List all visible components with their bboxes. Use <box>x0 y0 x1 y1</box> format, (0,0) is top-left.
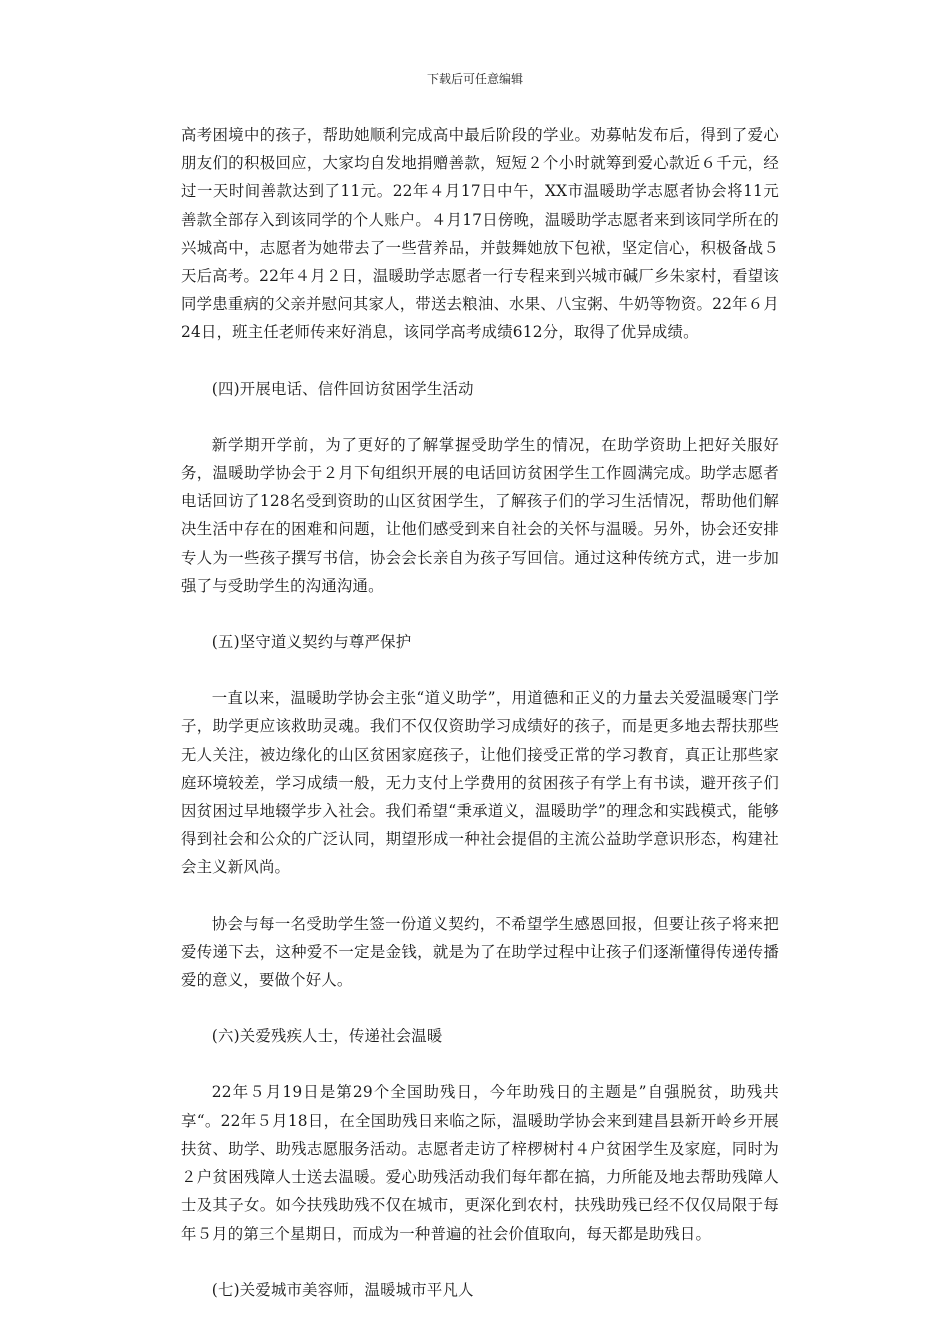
section-heading: (七)关爱城市美容师，温暖城市平凡人 <box>211 1280 474 1299</box>
section-heading: (六)关爱残疾人士，传递社会温暖 <box>211 1027 443 1046</box>
paragraph: 一直以来，温暖助学协会主张“道义助学”，用道德和正义的力量去关爱温暖寒门学子，助学更应该救助灵魂。我们不仅仅资助学习成绩好的孩子，而是更多地去帮扶那些无人关注，被边缘化的山区贫困家庭孩子，让他们接受正常的学习教育，真正让那些家庭环境较差，学习成绩一般，无力支付上学费用的贫困孩子有学上有书读，避开孩子们因贫困过早地辍学步入社会。我们希望“秉承道义，温暖助学”的理念和实践模式，能够得到社会和公众的广泛认同，期望形成一种社会提倡的主流公益助学意识形态，构建社会主义新风尚。 <box>181 689 779 877</box>
download-note: 下载后可任意编辑 <box>426 72 523 86</box>
section-heading: (五)坚守道义契约与尊严保护 <box>211 633 412 652</box>
paragraph: 新学期开学前，为了更好的了解掌握受助学生的情况，在助学资助上把好关服好务，温暖助学协会于２月下旬组织开展的电话回访贫困学生工作圆满完成。助学志愿者电话回访了128名受到资助的山区贫困学生，了解孩子们的学习生活情况，帮助他们解决生活中存在的困难和问题，让他们感受到来自社会的关怀与温暖。另外，协会还安排专人为一些孩子撰写书信，协会会长亲自为孩子写回信。通过这种传统方式，进一步加强了与受助学生的沟通沟通。 <box>181 435 779 595</box>
paragraph: 协会与每一名受助学生签一份道义契约，不希望学生感恩回报，但要让孩子将来把爱传递下去，这种爱不一定是金钱，就是为了在助学过程中让孩子们逐渐懂得传递传播爱的意义，要做个好人。 <box>181 914 779 990</box>
paragraph: 高考困境中的孩子，帮助她顺利完成高中最后阶段的学业。劝募帖发布后，得到了爱心朋友们的积极回应，大家均自发地捐赠善款，短短２个小时就筹到爱心款近６千元，经过一天时间善款达到了11元。22年４月17日中午，XX市温暖助学志愿者协会将11元善款全部存入到该同学的个人账户。４月17日傍晚，温暖助学志愿者来到该同学所在的兴城高中，志愿者为她带去了一些营养品，并鼓舞她放下包袱，坚定信心，积极备战５天后高考。22年４月２日，温暖助学志愿者一行专程来到兴城市碱厂乡朱家村，看望该同学患重病的父亲并慰问其家人，带送去粮油、水果、八宝粥、牛奶等物资。22年６月24日，班主任老师传来好消息，该同学高考成绩612分，取得了优异成绩。 <box>181 126 779 342</box>
section-heading: (四)开展电话、信件回访贫困学生活动 <box>211 379 474 398</box>
document-body <box>181 121 779 1332</box>
paragraph: 22年５月19日是第29个全国助残日，今年助残日的主题是”自强脱贫，助残共享“。22年５月18日，在全国助残日来临之际，温暖助学协会来到建昌县新开岭乡开展扶贫、助学、助残志愿服务活动。志愿者走访了梓椤树村４户贫困学生及家庭，同时为２户贫困残障人士送去温暖。爱心助残活动我们每年都在搞，力所能及地去帮助残障人士及其子女。如今扶残助残不仅在城市，更深化到农村，扶残助残已经不仅仅局限于每年５月的第三个星期日，而成为一种普遍的社会价值取向，每天都是助残日。 <box>181 1083 779 1243</box>
